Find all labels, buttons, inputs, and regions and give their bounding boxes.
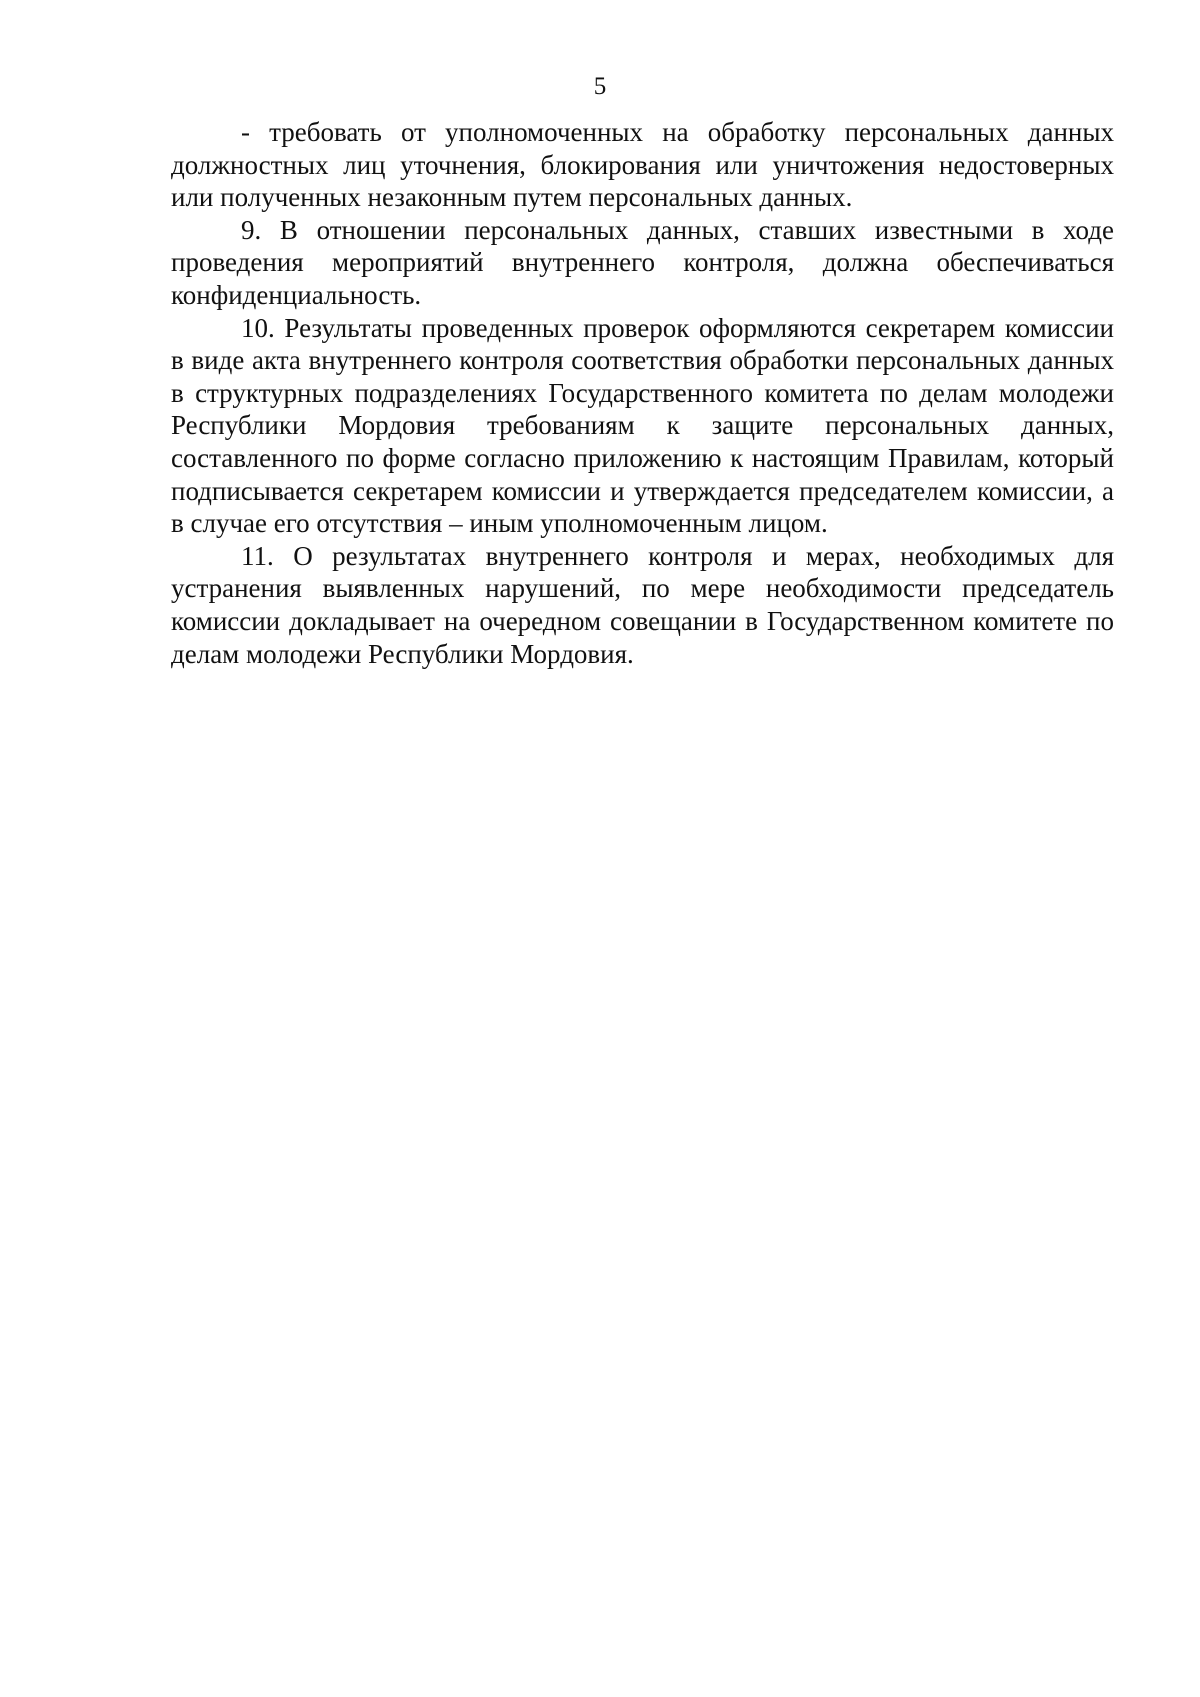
paragraph-11-control-report: 11. О результатах внутреннего контроля и мерах, необходимых для устранения выявленных нарушений, по мере необходимости председатель комиссии докладывает на очередном совещании в Государственном комитете по делам молодежи Республики Мордовия. [171, 540, 1114, 669]
document-body [171, 116, 1114, 670]
paragraph-request-clarification: - требовать от уполномоченных на обработку персональных данных должностных лиц уточнения, блокирования или уничтожения недостоверных или полученных незаконным путем персональных данных. [171, 117, 1114, 213]
paragraph-9-confidentiality: 9. В отношении персональных данных, ставших известными в ходе проведения мероприятий внутреннего контроля, должна обеспечиваться конфиденциальность. [171, 214, 1114, 310]
page-number: 5 [593, 73, 607, 100]
paragraph-10-inspection-results: 10. Результаты проведенных проверок оформляются секретарем комиссии в виде акта внутреннего контроля соответствия обработки персональных данных в структурных подразделениях Государственного комитета по делам молодежи Республики Мордовия требованиям к защите персональных данных, составленного по форме согласно приложению к настоящим Правилам, который подписывается секретарем комиссии и утверждается председателем комиссии, а в случае его отсутствия – иным уполномоченным лицом. [171, 312, 1114, 539]
